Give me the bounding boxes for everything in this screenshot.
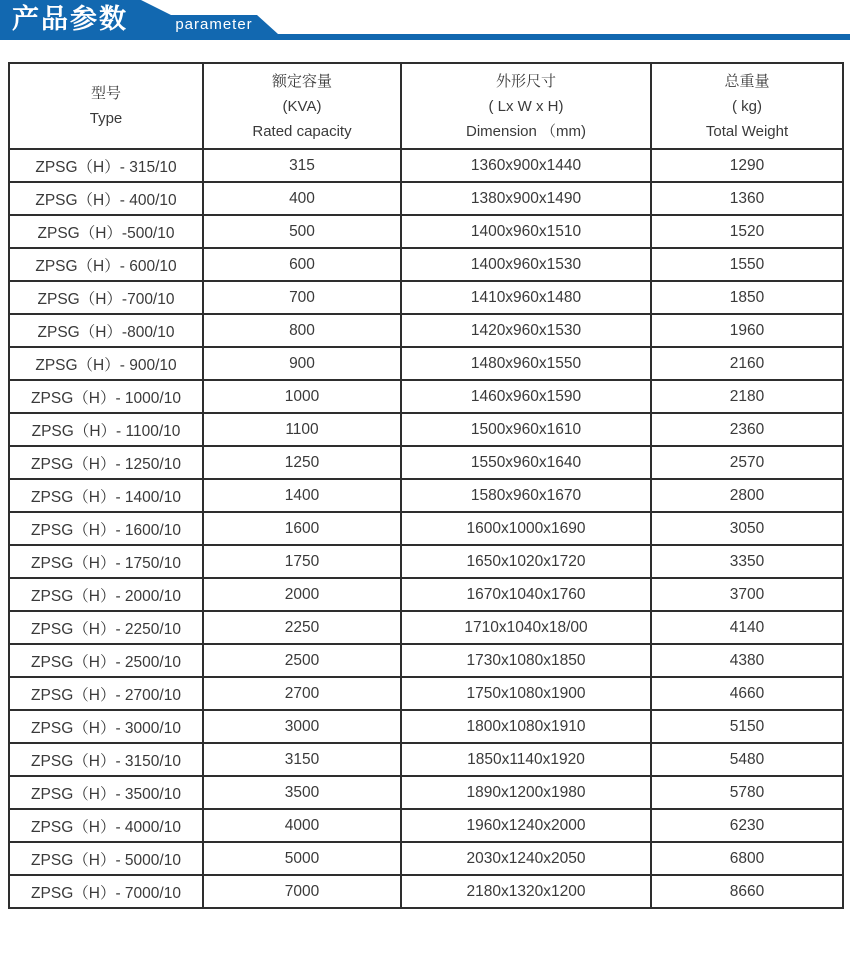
table-row (9, 611, 843, 644)
cell-model: ZPSG（H）- 2250/10 (9, 611, 203, 644)
table-row (9, 380, 843, 413)
table-row (9, 875, 843, 908)
cell-dimension: 1890x1200x1980 (401, 776, 651, 809)
cell-model: ZPSG（H）-500/10 (9, 215, 203, 248)
cell-capacity: 600 (203, 248, 401, 281)
cell-capacity: 2700 (203, 677, 401, 710)
header-cell-dimension (401, 63, 651, 149)
table-row (9, 842, 843, 875)
table-row (9, 776, 843, 809)
table-row (9, 677, 843, 710)
cell-capacity: 400 (203, 182, 401, 215)
product-parameter-table (8, 62, 844, 909)
banner (0, 0, 850, 40)
header-cell-weight (651, 63, 843, 149)
cell-dimension: 1800x1080x1910 (401, 710, 651, 743)
table-row (9, 413, 843, 446)
cell-weight: 6800 (651, 842, 843, 875)
cell-capacity: 1250 (203, 446, 401, 479)
cell-dimension: 1400x960x1530 (401, 248, 651, 281)
table-header-row (9, 63, 843, 149)
table-row (9, 479, 843, 512)
header-dimension-zh: 外形尺寸 (495, 72, 556, 90)
cell-capacity: 3500 (203, 776, 401, 809)
cell-dimension: 1460x960x1590 (401, 380, 651, 413)
cell-model: ZPSG（H）- 600/10 (9, 248, 203, 281)
cell-model: ZPSG（H）- 1750/10 (9, 545, 203, 578)
cell-capacity: 4000 (203, 809, 401, 842)
cell-model: ZPSG（H）- 7000/10 (9, 875, 203, 908)
cell-weight: 4380 (651, 644, 843, 677)
cell-dimension: 1670x1040x1760 (401, 578, 651, 611)
cell-capacity: 1100 (203, 413, 401, 446)
header-dimension-en: Dimension （mm) (465, 122, 586, 140)
cell-capacity: 7000 (203, 875, 401, 908)
cell-capacity: 1400 (203, 479, 401, 512)
cell-weight: 3350 (651, 545, 843, 578)
cell-model: ZPSG（H）- 400/10 (9, 182, 203, 215)
cell-weight: 5480 (651, 743, 843, 776)
cell-weight: 1960 (651, 314, 843, 347)
cell-weight: 1550 (651, 248, 843, 281)
cell-weight: 2360 (651, 413, 843, 446)
table-body (9, 149, 843, 908)
table-header (9, 63, 843, 149)
cell-model: ZPSG（H）- 1000/10 (9, 380, 203, 413)
table-row (9, 314, 843, 347)
cell-capacity: 315 (203, 149, 401, 182)
cell-model: ZPSG（H）- 3000/10 (9, 710, 203, 743)
page-title: 产品参数 (12, 4, 128, 34)
cell-capacity: 2250 (203, 611, 401, 644)
cell-dimension: 2180x1320x1200 (401, 875, 651, 908)
header-cell-model (9, 63, 203, 149)
cell-capacity: 1750 (203, 545, 401, 578)
table-wrap (8, 62, 842, 909)
cell-weight: 5150 (651, 710, 843, 743)
cell-dimension: 2030x1240x2050 (401, 842, 651, 875)
cell-model: ZPSG（H）- 3150/10 (9, 743, 203, 776)
cell-weight: 2180 (651, 380, 843, 413)
cell-weight: 3050 (651, 512, 843, 545)
table-row (9, 578, 843, 611)
cell-dimension: 1380x900x1490 (401, 182, 651, 215)
cell-model: ZPSG（H）- 900/10 (9, 347, 203, 380)
cell-weight: 2800 (651, 479, 843, 512)
header-model-zh: 型号 (90, 85, 121, 102)
cell-model: ZPSG（H）- 2500/10 (9, 644, 203, 677)
cell-dimension: 1400x960x1510 (401, 215, 651, 248)
cell-capacity: 2500 (203, 644, 401, 677)
cell-weight: 1290 (651, 149, 843, 182)
cell-model: ZPSG（H）- 2700/10 (9, 677, 203, 710)
table-row (9, 644, 843, 677)
cell-capacity: 3000 (203, 710, 401, 743)
table-row (9, 347, 843, 380)
header-capacity-unit: (KVA) (282, 97, 322, 115)
cell-weight: 4660 (651, 677, 843, 710)
cell-dimension: 1480x960x1550 (401, 347, 651, 380)
cell-model: ZPSG（H）- 1400/10 (9, 479, 203, 512)
cell-dimension: 1710x1040x18/00 (401, 611, 651, 644)
cell-model: ZPSG（H）- 3500/10 (9, 776, 203, 809)
cell-capacity: 5000 (203, 842, 401, 875)
cell-model: ZPSG（H）- 1600/10 (9, 512, 203, 545)
header-weight-en: Total Weight (705, 122, 789, 140)
cell-model: ZPSG（H）- 1250/10 (9, 446, 203, 479)
header-cell-capacity (203, 63, 401, 149)
header-capacity-zh: 额定容量 (271, 72, 332, 90)
table-row (9, 149, 843, 182)
header-weight-zh: 总重量 (724, 72, 770, 90)
cell-weight: 4140 (651, 611, 843, 644)
cell-model: ZPSG（H）- 315/10 (9, 149, 203, 182)
cell-weight: 6230 (651, 809, 843, 842)
cell-weight: 1850 (651, 281, 843, 314)
cell-dimension: 1410x960x1480 (401, 281, 651, 314)
cell-capacity: 1600 (203, 512, 401, 545)
header-model-en: Type (89, 110, 123, 127)
cell-model: ZPSG（H）- 5000/10 (9, 842, 203, 875)
cell-model: ZPSG（H）- 4000/10 (9, 809, 203, 842)
cell-weight: 5780 (651, 776, 843, 809)
cell-model: ZPSG（H）- 2000/10 (9, 578, 203, 611)
cell-dimension: 1600x1000x1690 (401, 512, 651, 545)
cell-dimension: 1580x960x1670 (401, 479, 651, 512)
cell-weight: 1520 (651, 215, 843, 248)
cell-model: ZPSG（H）-700/10 (9, 281, 203, 314)
table-row (9, 281, 843, 314)
cell-dimension: 1960x1240x2000 (401, 809, 651, 842)
cell-capacity: 500 (203, 215, 401, 248)
table-row (9, 710, 843, 743)
cell-capacity: 700 (203, 281, 401, 314)
page-subtitle: parameter (175, 16, 253, 33)
cell-capacity: 1000 (203, 380, 401, 413)
table-row (9, 446, 843, 479)
table-row (9, 215, 843, 248)
cell-dimension: 1650x1020x1720 (401, 545, 651, 578)
cell-weight: 1360 (651, 182, 843, 215)
table-row (9, 809, 843, 842)
cell-model: ZPSG（H）- 1100/10 (9, 413, 203, 446)
cell-dimension: 1550x960x1640 (401, 446, 651, 479)
cell-weight: 3700 (651, 578, 843, 611)
cell-capacity: 900 (203, 347, 401, 380)
table-row (9, 182, 843, 215)
header-capacity-en: Rated capacity (252, 122, 352, 140)
table-row (9, 512, 843, 545)
header-dimension-unit: ( Lx W x H) (488, 97, 564, 115)
header-weight-unit: ( kg) (732, 97, 762, 115)
cell-dimension: 1360x900x1440 (401, 149, 651, 182)
table-row (9, 743, 843, 776)
cell-dimension: 1420x960x1530 (401, 314, 651, 347)
table-row (9, 248, 843, 281)
table-row (9, 545, 843, 578)
cell-capacity: 3150 (203, 743, 401, 776)
cell-dimension: 1730x1080x1850 (401, 644, 651, 677)
cell-model: ZPSG（H）-800/10 (9, 314, 203, 347)
cell-weight: 2570 (651, 446, 843, 479)
cell-dimension: 1750x1080x1900 (401, 677, 651, 710)
cell-weight: 8660 (651, 875, 843, 908)
cell-weight: 2160 (651, 347, 843, 380)
cell-dimension: 1850x1140x1920 (401, 743, 651, 776)
cell-capacity: 2000 (203, 578, 401, 611)
cell-capacity: 800 (203, 314, 401, 347)
cell-dimension: 1500x960x1610 (401, 413, 651, 446)
